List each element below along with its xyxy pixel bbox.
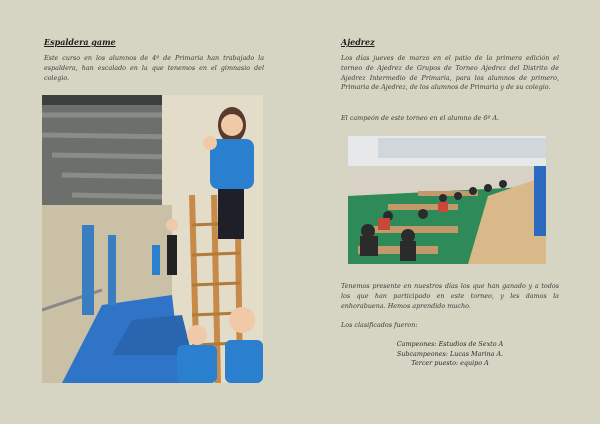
- right-paragraph-4: Los clasificados fueron:: [341, 321, 418, 329]
- right-paragraph-3: Tenemos presente en nuestros días los que han ganado y a todos los que han participado en este torneo, y les damos la enhorabuena. Hemos aprendido mucho.: [341, 282, 559, 310]
- winners-list: [370, 340, 530, 369]
- climbing-wall-photo: [42, 95, 263, 383]
- winners-line-2: Subcampeones: Lucas Marina A.: [396, 349, 504, 358]
- right-paragraph-1: Los días jueves de marzo en el patio de la primera edición el torneo de Ajedrez de Grupos de Torneo Ajedrez del Distrito de Ajedrez Intermedio de Primaria, para los alumnos de primero, Primaria de Ajedrez, de los alumnos de Primaria y de su colegio.: [341, 54, 559, 92]
- right-heading: Ajedrez: [341, 37, 375, 47]
- right-paragraph-2: El campeón de este torneo en el alumno de 6º A.: [341, 114, 500, 122]
- winners-line-3: Tercer puesto: equipo A: [411, 359, 489, 368]
- chess-tournament-photo: [348, 136, 546, 264]
- winners-line-1: Campeones: Estudios de Sexto A: [396, 340, 504, 348]
- left-paragraph: Este curso en los alumnos de 4º de Primaria han trabajado la espaldera, han escalado en la que tenemos en el gimnasio del colegio.: [44, 54, 264, 82]
- left-heading: Espaldera game: [44, 37, 116, 47]
